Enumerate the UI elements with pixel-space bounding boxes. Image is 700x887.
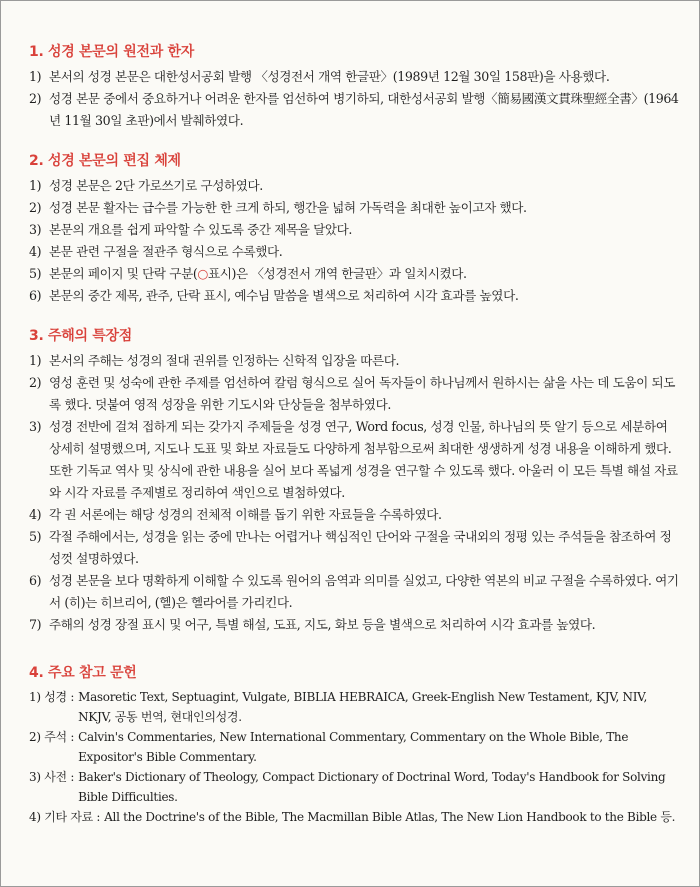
reference-item — [29, 767, 679, 807]
reference-label: 1) 성경 : — [29, 690, 75, 704]
paragraph-mark-icon: ○ — [197, 266, 208, 281]
reference-item — [29, 807, 679, 827]
list-item — [29, 526, 679, 570]
list-item — [29, 285, 679, 307]
reference-label: 4) 기타 자료 : — [29, 810, 101, 824]
list-item — [29, 66, 679, 88]
item-number: 4) — [29, 244, 42, 259]
item-number: 5) — [29, 266, 42, 281]
item-text: 영성 훈련 및 성숙에 관한 주제를 엄선하여 칼럼 형식으로 실어 독자들이 하나님께서 원하시는 삶을 사는 데 도움이 되도록 했다. 덧붙여 영적 성장을 위한 기도시와 단상들을 첨부하였다. — [49, 375, 676, 412]
list-item — [29, 175, 679, 197]
section-references — [29, 662, 679, 827]
section-source-text — [29, 41, 679, 132]
item-number: 4) — [29, 507, 42, 522]
list-item — [29, 372, 679, 416]
item-text — [49, 263, 679, 285]
item-text: 성경 본문을 보다 명확하게 이해할 수 있도록 원어의 음역과 의미를 실었고, 다양한 역본의 비교 구절을 수록하였다. 여기서 (히)는 히브리어, (헬)은 헬라어를 가리킨다. — [49, 573, 679, 610]
list-item — [29, 241, 679, 263]
item-number: 3) — [29, 222, 42, 237]
item-number: 5) — [29, 529, 42, 544]
list-item — [29, 614, 679, 636]
section-commentary-features — [29, 325, 679, 636]
item-text: 본문의 개요를 쉽게 파악할 수 있도록 중간 제목을 달았다. — [49, 222, 353, 237]
reference-label: 2) 주석 : — [29, 730, 75, 744]
section-title: 4. 주요 참고 문헌 — [29, 665, 137, 681]
item-text: 성경 본문 활자는 급수를 가능한 한 크게 하되, 행간을 넓혀 가독력을 최대한 높이고자 했다. — [49, 200, 527, 215]
list-item — [29, 350, 679, 372]
item-number: 1) — [29, 69, 42, 84]
item-text: 본서의 성경 본문은 대한성서공회 발행 〈성경전서 개역 한글판〉(1989년 12월 30일 158판)을 사용했다. — [49, 69, 610, 84]
item-number: 7) — [29, 617, 42, 632]
item-text: 성경 본문 중에서 중요하거나 어려운 한자를 엄선하여 병기하되, 대한성서공회 발행〈簡易國漢文貫珠聖經全書〉(1964년 11월 30일 초판)에서 발췌하였다. — [49, 91, 679, 128]
reference-text: Masoretic Text, Septuagint, Vulgate, BIBLIA HEBRAICA, Greek-English New Testament, KJV, NIV, NKJV, 공동 번역, 현대인의성경. — [78, 690, 647, 724]
item-number: 2) — [29, 375, 42, 390]
item-number: 1) — [29, 178, 42, 193]
item-text: 성경 본문은 2단 가로쓰기로 구성하였다. — [49, 178, 263, 193]
list-item — [29, 416, 679, 504]
section-title: 3. 주해의 특장점 — [29, 328, 132, 344]
item-text-end: 표시)은 〈성경전서 개역 한글판〉과 일치시켰다. — [207, 266, 467, 281]
list-item — [29, 197, 679, 219]
item-number: 2) — [29, 91, 42, 106]
item-text: 각 권 서론에는 해당 성경의 전체적 이해를 돕기 위한 자료들을 수록하였다. — [49, 507, 442, 522]
item-number: 6) — [29, 573, 42, 588]
list-item — [29, 219, 679, 241]
list-item — [29, 570, 679, 614]
item-text: 성경 전반에 걸쳐 접하게 되는 갖가지 주제들을 성경 연구, Word focus, 성경 인물, 하나님의 뜻 알기 등으로 세분하여 상세히 설명했으며, 지도나 도표 및 화보 자료들도 다양하게 첨부함으로써 최대한 생생하게 성경 내용을 이해하게 했다. 또한 기독교 역사 및 상식에 관한 내용을 실어 보다 폭넓게 성경을 연구할 수 있도록 했다. 아울러 이 모든 특별 해설 자료와 시각 자료를 주제별로 정리하여 색인으로 별첨하였다. — [49, 419, 678, 500]
list-item — [29, 504, 679, 526]
item-text: 주해의 성경 장절 표시 및 어구, 특별 해설, 도표, 지도, 화보 등을 별색으로 처리하여 시각 효과를 높였다. — [49, 617, 596, 632]
item-text: 본문의 중간 제목, 관주, 단락 표시, 예수님 말씀을 별색으로 처리하여 시각 효과를 높였다. — [49, 288, 519, 303]
item-text: 본문 관련 구절을 절관주 형식으로 수록했다. — [49, 244, 283, 259]
reference-item — [29, 687, 679, 727]
list-item — [29, 263, 679, 285]
item-number: 1) — [29, 353, 42, 368]
reference-text: Baker's Dictionary of Theology, Compact Dictionary of Doctrinal Word, Today's Handbook for Solving Bible Difficulties. — [78, 770, 666, 804]
reference-label: 3) 사전 : — [29, 770, 75, 784]
item-number: 6) — [29, 288, 42, 303]
section-title: 2. 성경 본문의 편집 체제 — [29, 153, 181, 169]
item-text-start: 본문의 페이지 및 단락 구분( — [49, 266, 198, 281]
reference-text: All the Doctrine's of the Bible, The Macmillan Bible Atlas, The New Lion Handbook to the Bible 등. — [104, 810, 676, 824]
item-number: 3) — [29, 419, 42, 434]
section-edit-system — [29, 150, 679, 307]
reference-text: Calvin's Commentaries, New International Commentary, Commentary on the Whole Bible, The Expositor's Bible Commentary. — [78, 730, 629, 764]
item-text: 본서의 주해는 성경의 절대 권위를 인정하는 신학적 입장을 따른다. — [49, 353, 400, 368]
list-item — [29, 88, 679, 132]
item-text: 각절 주해에서는, 성경을 읽는 중에 만나는 어렵거나 핵심적인 단어와 구절을 국내외의 정평 있는 주석들을 참조하여 정성껏 설명하였다. — [49, 529, 672, 566]
reference-item — [29, 727, 679, 767]
section-title: 1. 성경 본문의 원전과 한자 — [29, 44, 194, 60]
item-number: 2) — [29, 200, 42, 215]
